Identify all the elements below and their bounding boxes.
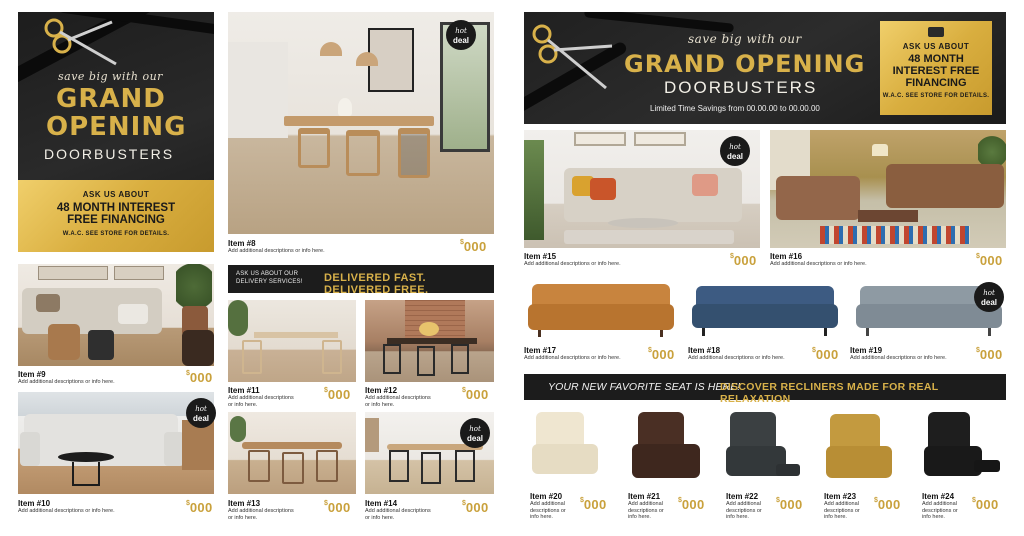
- price-value: 000: [979, 253, 1003, 268]
- hot-deal-badge: [720, 136, 750, 166]
- item-11-photo[interactable]: [228, 300, 356, 382]
- sofa-seat: [692, 304, 838, 328]
- hot-label: hot: [455, 27, 467, 35]
- chair: [316, 450, 338, 482]
- desc-line-3: info here.: [922, 514, 945, 520]
- desc-line-2: descriptions or: [530, 507, 566, 514]
- flowers: [419, 322, 439, 336]
- dining-table: [254, 332, 338, 338]
- item-13-price: [324, 499, 351, 517]
- financing-line-1: 48 MONTH: [908, 53, 964, 65]
- desc-line-3: info here.: [726, 514, 749, 520]
- delivery-big-text: DELIVERED FAST. DELIVERED FREE.: [324, 272, 429, 296]
- recliner-banner-headline: DISCOVER RECLINERS MADE FOR REAL RELAXATION: [720, 381, 939, 405]
- item-8-title: Item #8: [228, 239, 256, 248]
- item-8-price: [460, 238, 487, 256]
- item-17-title: Item #17: [524, 346, 557, 355]
- price-value: 000: [189, 370, 213, 385]
- item-12-desc: [365, 395, 431, 408]
- currency-symbol: $: [186, 500, 190, 507]
- desc-line-2: or info here.: [228, 401, 258, 408]
- recliner-banner-intro: YOUR NEW FAVORITE SEAT IS HERE!: [548, 381, 741, 393]
- item-14-desc: [365, 508, 431, 521]
- hot-label: hot: [983, 289, 995, 297]
- item-18-photo[interactable]: [688, 276, 840, 340]
- currency-symbol: $: [976, 253, 980, 260]
- price-value: 000: [733, 253, 757, 268]
- chair: [282, 452, 304, 484]
- financing-line-2: INTEREST FREE: [892, 65, 980, 77]
- desc-line-2: or info here.: [365, 514, 395, 521]
- throw-blanket: [118, 304, 148, 324]
- currency-symbol: $: [460, 239, 464, 246]
- desc-line-3: info here.: [824, 514, 847, 520]
- desc-line-1: Add additional descriptions: [228, 395, 294, 401]
- item-22-title: Item #22: [726, 492, 759, 501]
- coffee-table-base: [72, 462, 100, 486]
- currency-symbol: $: [976, 347, 980, 354]
- item-10-price: [186, 499, 213, 517]
- side-table: [88, 330, 114, 360]
- chair: [298, 128, 330, 168]
- promo-doorbusters: DOORBUSTERS: [44, 146, 175, 162]
- promo-script: save big with our: [58, 70, 163, 83]
- hot-deal-badge: [446, 20, 476, 50]
- wall-frame: [634, 132, 686, 146]
- recliner-seat: [532, 444, 598, 474]
- price-value: 000: [651, 347, 675, 362]
- desc-line-1: Add additional descriptions: [365, 508, 431, 514]
- currency-symbol: $: [678, 497, 682, 504]
- desc-line-1: Add additional descriptions: [228, 508, 294, 514]
- wall-frame: [38, 266, 108, 280]
- item-15-title: Item #15: [524, 252, 557, 261]
- item-18-desc: Add additional descriptions or info here.: [688, 355, 785, 361]
- sofa-arm: [20, 432, 40, 466]
- coffee-table: [608, 218, 678, 228]
- item-21-desc: [628, 501, 664, 521]
- loveseat: [776, 176, 860, 220]
- price-value: 000: [189, 500, 213, 515]
- price-value: 000: [463, 239, 487, 254]
- grand-opening-promo-left: [18, 12, 214, 252]
- item-23-desc: [824, 501, 860, 521]
- sofa-arm: [164, 432, 184, 466]
- plant: [524, 140, 544, 240]
- item-12-title: Item #12: [365, 386, 398, 395]
- price-value: 000: [681, 497, 705, 512]
- chair: [389, 450, 409, 482]
- currency-symbol: $: [462, 387, 466, 394]
- currency-symbol: $: [874, 497, 878, 504]
- deal-label: deal: [980, 298, 997, 307]
- price-value: 000: [877, 497, 901, 512]
- item-14-price: [462, 499, 489, 517]
- wall-art: [365, 418, 379, 452]
- desc-line-2: descriptions or: [922, 507, 958, 514]
- currency-symbol: $: [580, 497, 584, 504]
- pendant-lamp: [320, 42, 342, 56]
- price-value: 000: [327, 500, 351, 515]
- item-13-title: Item #13: [228, 499, 261, 508]
- chair: [398, 128, 430, 178]
- hot-deal-badge: [974, 282, 1004, 312]
- item-24-title: Item #24: [922, 492, 955, 501]
- currency-symbol: $: [648, 347, 652, 354]
- hot-deal-badge: [460, 418, 490, 448]
- item-9-price: [186, 369, 213, 387]
- sofa-leg: [660, 330, 663, 337]
- money-icon: [928, 27, 944, 37]
- currency-symbol: $: [324, 500, 328, 507]
- promo-opening: OPENING: [46, 112, 187, 142]
- recliner-seat: [632, 444, 700, 478]
- item-11-title: Item #11: [228, 386, 260, 395]
- item-22-photo[interactable]: [724, 410, 800, 486]
- armchair: [182, 330, 214, 366]
- deal-label: deal: [466, 434, 483, 443]
- recliner-seat: [826, 446, 892, 478]
- deal-label: deal: [452, 36, 469, 45]
- item-9-photo[interactable]: [18, 264, 214, 366]
- item-16-photo[interactable]: [770, 130, 1006, 248]
- rug: [564, 230, 734, 244]
- price-value: 000: [979, 347, 1003, 362]
- delivery-small-text: [236, 270, 303, 286]
- financing-note: W.A.C. SEE STORE FOR DETAILS.: [882, 93, 990, 99]
- kitchen-cabinets: [228, 42, 288, 138]
- financing-ask: ASK US ABOUT: [82, 190, 150, 199]
- item-13-desc: [228, 508, 294, 521]
- chair: [451, 344, 469, 374]
- chair: [421, 452, 441, 484]
- dining-table: [242, 442, 342, 449]
- deal-label: deal: [192, 414, 209, 423]
- financing-line-1: 48 MONTH INTEREST: [56, 202, 176, 214]
- item-11-price: [324, 386, 351, 404]
- lamp: [872, 144, 888, 156]
- item-12-photo[interactable]: [365, 300, 494, 382]
- sofa-leg: [538, 330, 541, 337]
- item-22-desc: [726, 501, 762, 521]
- desc-line-3: info here.: [628, 514, 651, 520]
- item-8-desc: Add additional descriptions or info here.: [228, 248, 325, 254]
- item-17-desc: Add additional descriptions or info here.: [524, 355, 621, 361]
- window-snow: [18, 392, 214, 416]
- desc-line-1: Add additional: [922, 501, 957, 507]
- item-20-title: Item #20: [530, 492, 563, 501]
- item-24-photo[interactable]: [922, 410, 1002, 486]
- wall-frame: [114, 266, 164, 280]
- item-18-price: [812, 346, 839, 364]
- item-21-title: Item #21: [628, 492, 661, 501]
- delivery-small-line-1: ASK US ABOUT OUR: [236, 271, 299, 277]
- item-16-title: Item #16: [770, 252, 803, 261]
- item-17-photo[interactable]: [524, 276, 676, 340]
- item-23-title: Item #23: [824, 492, 857, 501]
- item-10-title: Item #10: [18, 499, 51, 508]
- hot-label: hot: [729, 143, 741, 151]
- chair: [248, 450, 270, 482]
- chair: [346, 130, 380, 176]
- item-11-desc: [228, 395, 294, 408]
- item-23-price: [874, 496, 901, 514]
- item-20-desc: [530, 501, 566, 521]
- sofa-leg: [702, 328, 705, 336]
- cushion-pink: [692, 174, 718, 196]
- item-19-desc: Add additional descriptions or info here.: [850, 355, 947, 361]
- item-19-title: Item #19: [850, 346, 883, 355]
- price-value: 000: [465, 387, 489, 402]
- chair: [455, 450, 475, 482]
- financing-ask: ASK US ABOUT: [902, 42, 970, 51]
- cushion-orange: [590, 178, 616, 200]
- desc-line-1: Add additional: [824, 501, 859, 507]
- financing-box: [880, 21, 992, 115]
- item-9-title: Item #9: [18, 370, 46, 379]
- cushion: [36, 294, 60, 312]
- recliner-footrest: [776, 464, 800, 476]
- desc-line-1: Add additional: [530, 501, 565, 507]
- vase-flowers: [338, 98, 352, 116]
- currency-symbol: $: [972, 497, 976, 504]
- item-17-price: [648, 346, 675, 364]
- coffee-table: [858, 210, 918, 222]
- recliner-banner: [524, 374, 1006, 405]
- desc-line-3: info here.: [530, 514, 553, 520]
- sofa: [886, 164, 1004, 208]
- currency-symbol: $: [324, 387, 328, 394]
- desc-line-1: Add additional: [726, 501, 761, 507]
- plant: [230, 416, 246, 442]
- currency-symbol: $: [462, 500, 466, 507]
- financing-box: [18, 180, 214, 252]
- dining-table: [284, 116, 434, 126]
- recliner-footrest: [974, 460, 1000, 472]
- financing-line-2: FREE FINANCING: [67, 214, 165, 226]
- price-value: 000: [815, 347, 839, 362]
- currency-symbol: $: [730, 253, 734, 260]
- coffee-table: [58, 452, 114, 462]
- plant: [228, 300, 248, 336]
- item-14-title: Item #14: [365, 499, 398, 508]
- item-13-photo[interactable]: [228, 412, 356, 494]
- scissors-icon: [32, 14, 122, 74]
- promo-grand-opening: GRAND OPENING: [624, 50, 866, 78]
- chair: [322, 340, 342, 374]
- chair: [417, 346, 435, 376]
- item-9-desc: Add additional descriptions or info here.: [18, 379, 115, 385]
- price-value: 000: [975, 497, 999, 512]
- hot-label: hot: [469, 425, 481, 433]
- desc-line-2: or info here.: [228, 514, 258, 521]
- chair: [383, 344, 401, 374]
- item-22-price: [776, 496, 803, 514]
- hot-label: hot: [195, 405, 207, 413]
- item-18-title: Item #18: [688, 346, 721, 355]
- currency-symbol: $: [812, 347, 816, 354]
- desc-line-2: descriptions or: [824, 507, 860, 514]
- item-10-photo[interactable]: [18, 392, 214, 494]
- delivery-small-line-2: DELIVERY SERVICES!: [236, 279, 303, 285]
- promo-doorbusters: DOORBUSTERS: [664, 78, 818, 97]
- sofa-leg: [866, 328, 869, 336]
- sofa-leg: [824, 328, 827, 336]
- item-19-price: [976, 346, 1003, 364]
- item-12-price: [462, 386, 489, 404]
- item-24-desc: [922, 501, 958, 521]
- desc-line-2: or info here.: [365, 401, 395, 408]
- item-15-desc: Add additional descriptions or info here.: [524, 261, 621, 267]
- financing-note: W.A.C. SEE STORE FOR DETAILS.: [62, 231, 170, 237]
- desc-line-1: Add additional descriptions: [365, 395, 431, 401]
- chair: [242, 340, 262, 374]
- price-value: 000: [465, 500, 489, 515]
- item-20-price: [580, 496, 607, 514]
- side-table: [48, 324, 80, 360]
- deal-label: deal: [726, 152, 743, 161]
- item-21-price: [678, 496, 705, 514]
- item-24-price: [972, 496, 999, 514]
- desc-line-2: descriptions or: [726, 507, 762, 514]
- currency-symbol: $: [776, 497, 780, 504]
- delivery-banner: [228, 265, 494, 296]
- item-10-desc: Add additional descriptions or info here.: [18, 508, 115, 514]
- rug: [820, 226, 970, 244]
- promo-grand: GRAND: [56, 84, 166, 114]
- promo-savings: Limited Time Savings from 00.00.00 to 00.00.00: [650, 104, 820, 113]
- wall-frame: [574, 132, 626, 146]
- desc-line-1: Add additional: [628, 501, 663, 507]
- item-20-photo[interactable]: [530, 410, 602, 486]
- scissors-icon: [526, 16, 616, 96]
- promo-script: save big with our: [688, 32, 802, 46]
- price-value: 000: [779, 497, 803, 512]
- item-16-desc: Add additional descriptions or info here.: [770, 261, 867, 267]
- item-16-price: [976, 252, 1003, 270]
- hot-deal-badge: [186, 398, 216, 428]
- item-15-price: [730, 252, 757, 270]
- item-23-photo[interactable]: [824, 410, 898, 486]
- sofa-leg: [988, 328, 991, 336]
- price-value: 000: [583, 497, 607, 512]
- price-value: 000: [327, 387, 351, 402]
- desc-line-2: descriptions or: [628, 507, 664, 514]
- item-21-photo[interactable]: [630, 410, 702, 486]
- financing-line-3: FINANCING: [905, 77, 967, 89]
- grand-opening-promo-right: [524, 12, 1006, 124]
- currency-symbol: $: [186, 370, 190, 377]
- sofa-seat: [528, 304, 674, 330]
